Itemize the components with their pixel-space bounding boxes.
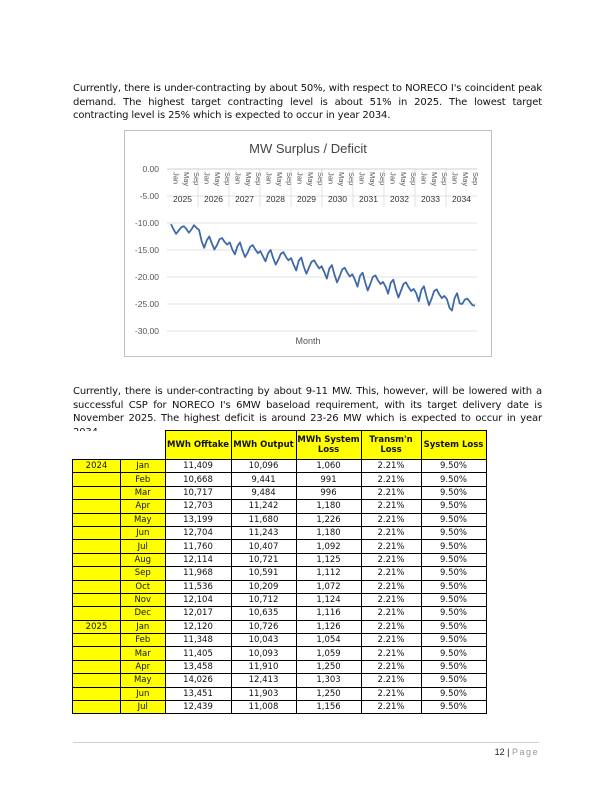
- year-cell: [73, 647, 121, 660]
- table-header-row: [73, 431, 487, 460]
- x-month-tick-label: Jan: [388, 172, 398, 185]
- series-line: [171, 224, 475, 310]
- offtake-cell: 13,458: [165, 660, 231, 673]
- transm-loss-cell: 2.21%: [361, 620, 421, 633]
- offtake-cell: 11,405: [165, 647, 231, 660]
- system-loss-cell: 1,060: [296, 460, 361, 473]
- output-cell: 10,635: [231, 607, 296, 620]
- month-cell: Dec: [121, 607, 166, 620]
- year-cell: 2025: [73, 620, 121, 633]
- month-cell: Jan: [121, 620, 166, 633]
- table-row: [73, 593, 487, 606]
- system-loss-pct-cell: 9.50%: [421, 500, 486, 513]
- month-cell: Oct: [121, 580, 166, 593]
- system-loss-cell: 1,303: [296, 674, 361, 687]
- month-cell: Apr: [121, 660, 166, 673]
- transm-loss-cell: 2.21%: [361, 513, 421, 526]
- system-loss-cell: 1,180: [296, 526, 361, 539]
- transm-loss-cell: 2.21%: [361, 486, 421, 499]
- x-month-tick-label: Sep: [285, 172, 295, 186]
- x-month-tick-label: Sep: [347, 172, 357, 186]
- year-cell: [73, 687, 121, 700]
- month-cell: Feb: [121, 634, 166, 647]
- y-tick-label: -25.00: [134, 299, 159, 309]
- month-cell: Jun: [121, 526, 166, 539]
- table-row: [73, 620, 487, 633]
- offtake-cell: 10,717: [165, 486, 231, 499]
- x-month-tick-label: Sep: [440, 172, 450, 186]
- system-loss-cell: 996: [296, 486, 361, 499]
- x-month-tick-label: Jan: [171, 172, 181, 185]
- output-cell: 11,242: [231, 500, 296, 513]
- x-month-tick-label: Sep: [378, 172, 388, 186]
- offtake-cell: 11,968: [165, 567, 231, 580]
- system-loss-cell: 1,072: [296, 580, 361, 593]
- page-number: 12: [494, 747, 505, 757]
- x-year-tick-label: 2030: [328, 194, 347, 204]
- chart-title: MW Surplus / Deficit: [249, 141, 367, 156]
- x-month-tick-label: Jan: [450, 172, 460, 185]
- table-row: [73, 486, 487, 499]
- x-month-tick-label: Jan: [357, 172, 367, 185]
- header-blank: [121, 431, 166, 460]
- transm-loss-cell: 2.21%: [361, 460, 421, 473]
- table-row: [73, 607, 487, 620]
- output-cell: 10,591: [231, 567, 296, 580]
- x-month-tick-label: Sep: [223, 172, 233, 186]
- offtake-cell: 13,451: [165, 687, 231, 700]
- system-loss-cell: 1,116: [296, 607, 361, 620]
- header-system-loss: MWh System Loss: [296, 431, 361, 460]
- x-month-tick-label: Sep: [471, 172, 481, 186]
- x-month-tick-label: Sep: [316, 172, 326, 186]
- system-loss-pct-cell: 9.50%: [421, 660, 486, 673]
- system-loss-pct-cell: 9.50%: [421, 473, 486, 486]
- year-cell: [73, 660, 121, 673]
- system-loss-cell: 1,124: [296, 593, 361, 606]
- month-cell: Jul: [121, 540, 166, 553]
- y-tick-label: -20.00: [134, 272, 159, 282]
- output-cell: 10,712: [231, 593, 296, 606]
- x-month-tick-label: Jan: [233, 172, 243, 185]
- x-axis-label: Month: [295, 336, 321, 346]
- system-loss-pct-cell: 9.50%: [421, 634, 486, 647]
- system-loss-pct-cell: 9.50%: [421, 540, 486, 553]
- x-year-tick-label: 2031: [359, 194, 378, 204]
- intro-paragraph: Currently, there is under-contracting by about 50%, with respect to NORECO I's coincident peak demand. The highest target contracting level is about 51% in 2025. The lowest target contracting level is 25% which is expected to occur in year 2034.: [73, 83, 542, 121]
- month-cell: May: [121, 674, 166, 687]
- month-cell: Jul: [121, 701, 166, 714]
- system-loss-cell: 1,250: [296, 687, 361, 700]
- year-cell: [73, 526, 121, 539]
- output-cell: 10,726: [231, 620, 296, 633]
- offtake-cell: 12,114: [165, 553, 231, 566]
- year-cell: [73, 500, 121, 513]
- year-cell: [73, 701, 121, 714]
- transm-loss-cell: 2.21%: [361, 567, 421, 580]
- header-output: MWh Output: [231, 431, 296, 460]
- offtake-cell: 11,760: [165, 540, 231, 553]
- transm-loss-cell: 2.21%: [361, 660, 421, 673]
- footer-separator: |: [507, 747, 510, 757]
- month-cell: Jan: [121, 460, 166, 473]
- system-loss-cell: 1,112: [296, 567, 361, 580]
- system-loss-pct-cell: 9.50%: [421, 647, 486, 660]
- offtake-cell: 10,668: [165, 473, 231, 486]
- x-year-tick-label: 2033: [421, 194, 440, 204]
- energy-table: [72, 430, 487, 714]
- transm-loss-cell: 2.21%: [361, 634, 421, 647]
- offtake-cell: 12,703: [165, 500, 231, 513]
- x-month-tick-label: May: [398, 172, 408, 187]
- x-year-tick-label: 2029: [297, 194, 316, 204]
- x-month-tick-label: May: [274, 172, 284, 187]
- offtake-cell: 11,348: [165, 634, 231, 647]
- x-month-tick-label: May: [367, 172, 377, 187]
- table-row: [73, 567, 487, 580]
- table-row: [73, 460, 487, 473]
- system-loss-pct-cell: 9.50%: [421, 553, 486, 566]
- table-row: [73, 701, 487, 714]
- x-month-tick-label: May: [243, 172, 253, 187]
- output-cell: 10,209: [231, 580, 296, 593]
- year-cell: [73, 473, 121, 486]
- x-year-tick-label: 2034: [452, 194, 471, 204]
- year-cell: 2024: [73, 460, 121, 473]
- x-month-tick-label: May: [305, 172, 315, 187]
- y-tick-label: -5.00: [139, 191, 159, 201]
- table-row: [73, 634, 487, 647]
- x-month-tick-label: May: [429, 172, 439, 187]
- table-row: [73, 553, 487, 566]
- transm-loss-cell: 2.21%: [361, 607, 421, 620]
- system-loss-pct-cell: 9.50%: [421, 674, 486, 687]
- x-month-tick-label: Jan: [419, 172, 429, 185]
- x-month-tick-label: Jan: [264, 172, 274, 185]
- system-loss-pct-cell: 9.50%: [421, 526, 486, 539]
- x-month-tick-label: May: [460, 172, 470, 187]
- year-cell: [73, 513, 121, 526]
- month-cell: May: [121, 513, 166, 526]
- table-row: [73, 513, 487, 526]
- table-row: [73, 500, 487, 513]
- offtake-cell: 12,439: [165, 701, 231, 714]
- system-loss-cell: 1,250: [296, 660, 361, 673]
- transm-loss-cell: 2.21%: [361, 473, 421, 486]
- month-cell: Sep: [121, 567, 166, 580]
- header-offtake: MWh Offtake: [165, 431, 231, 460]
- system-loss-cell: 1,059: [296, 647, 361, 660]
- system-loss-pct-cell: 9.50%: [421, 567, 486, 580]
- y-tick-label: 0.00: [142, 164, 159, 174]
- system-loss-pct-cell: 9.50%: [421, 460, 486, 473]
- x-month-tick-label: Sep: [192, 172, 202, 186]
- month-cell: Mar: [121, 647, 166, 660]
- system-loss-pct-cell: 9.50%: [421, 607, 486, 620]
- y-tick-label: -15.00: [134, 245, 159, 255]
- chart-plot: [125, 131, 491, 356]
- system-loss-pct-cell: 9.50%: [421, 687, 486, 700]
- system-loss-cell: 991: [296, 473, 361, 486]
- month-cell: Nov: [121, 593, 166, 606]
- x-year-tick-label: 2025: [173, 194, 192, 204]
- x-year-tick-label: 2028: [266, 194, 285, 204]
- x-year-tick-label: 2027: [235, 194, 254, 204]
- year-cell: [73, 553, 121, 566]
- table-row: [73, 674, 487, 687]
- x-month-tick-label: Jan: [326, 172, 336, 185]
- year-cell: [73, 593, 121, 606]
- output-cell: 11,910: [231, 660, 296, 673]
- year-cell: [73, 486, 121, 499]
- x-month-tick-label: May: [181, 172, 191, 187]
- output-cell: 11,680: [231, 513, 296, 526]
- offtake-cell: 12,017: [165, 607, 231, 620]
- surplus-deficit-chart: [124, 130, 492, 357]
- page-word: Page: [511, 747, 539, 757]
- table-row: [73, 660, 487, 673]
- x-month-tick-label: Jan: [202, 172, 212, 185]
- transm-loss-cell: 2.21%: [361, 553, 421, 566]
- month-cell: Feb: [121, 473, 166, 486]
- offtake-cell: 11,536: [165, 580, 231, 593]
- transm-loss-cell: 2.21%: [361, 674, 421, 687]
- system-loss-pct-cell: 9.50%: [421, 513, 486, 526]
- system-loss-pct-cell: 9.50%: [421, 620, 486, 633]
- x-month-tick-label: May: [212, 172, 222, 187]
- year-cell: [73, 607, 121, 620]
- table-row: [73, 580, 487, 593]
- x-year-tick-label: 2032: [390, 194, 409, 204]
- output-cell: 10,407: [231, 540, 296, 553]
- output-cell: 9,441: [231, 473, 296, 486]
- output-cell: 11,243: [231, 526, 296, 539]
- month-cell: Mar: [121, 486, 166, 499]
- output-cell: 10,093: [231, 647, 296, 660]
- header-system-loss-pct: System Loss: [421, 431, 486, 460]
- header-blank: [73, 431, 121, 460]
- table-row: [73, 473, 487, 486]
- x-month-tick-label: May: [336, 172, 346, 187]
- offtake-cell: 14,026: [165, 674, 231, 687]
- x-month-tick-label: Sep: [254, 172, 264, 186]
- transm-loss-cell: 2.21%: [361, 593, 421, 606]
- transm-loss-cell: 2.21%: [361, 500, 421, 513]
- offtake-cell: 12,104: [165, 593, 231, 606]
- x-year-tick-label: 2026: [204, 194, 223, 204]
- output-cell: 12,413: [231, 674, 296, 687]
- transm-loss-cell: 2.21%: [361, 687, 421, 700]
- transm-loss-cell: 2.21%: [361, 647, 421, 660]
- offtake-cell: 12,120: [165, 620, 231, 633]
- output-cell: 10,096: [231, 460, 296, 473]
- deficit-paragraph: Currently, there is under-contracting by about 9-11 MW. This, however, will be lowered with a successful CSP for NORECO I's 6MW baseload requirement, with its target delivery date is November 2025. The highest deficit is around 23-26 MW which is expected to occur in year: [73, 386, 542, 424]
- system-loss-cell: 1,180: [296, 500, 361, 513]
- system-loss-pct-cell: 9.50%: [421, 593, 486, 606]
- table-row: [73, 540, 487, 553]
- offtake-cell: 11,409: [165, 460, 231, 473]
- transm-loss-cell: 2.21%: [361, 580, 421, 593]
- system-loss-pct-cell: 9.50%: [421, 580, 486, 593]
- x-month-tick-label: Jan: [295, 172, 305, 185]
- month-cell: Jun: [121, 687, 166, 700]
- year-cell: [73, 580, 121, 593]
- transm-loss-cell: 2.21%: [361, 526, 421, 539]
- year-cell: [73, 634, 121, 647]
- system-loss-cell: 1,054: [296, 634, 361, 647]
- system-loss-cell: 1,156: [296, 701, 361, 714]
- table-row: [73, 687, 487, 700]
- system-loss-cell: 1,126: [296, 620, 361, 633]
- system-loss-cell: 1,125: [296, 553, 361, 566]
- table-row: [73, 647, 487, 660]
- transm-loss-cell: 2.21%: [361, 701, 421, 714]
- output-cell: 11,903: [231, 687, 296, 700]
- system-loss-cell: 1,226: [296, 513, 361, 526]
- y-tick-label: -30.00: [134, 326, 159, 336]
- system-loss-cell: 1,092: [296, 540, 361, 553]
- table-row: [73, 526, 487, 539]
- system-loss-pct-cell: 9.50%: [421, 486, 486, 499]
- offtake-cell: 13,199: [165, 513, 231, 526]
- year-cell: [73, 540, 121, 553]
- x-month-tick-label: Sep: [409, 172, 419, 186]
- page-footer: [495, 747, 539, 757]
- output-cell: 10,721: [231, 553, 296, 566]
- y-tick-label: -10.00: [134, 218, 159, 228]
- transm-loss-cell: 2.21%: [361, 540, 421, 553]
- output-cell: 9,484: [231, 486, 296, 499]
- month-cell: Aug: [121, 553, 166, 566]
- output-cell: 11,008: [231, 701, 296, 714]
- offtake-cell: 12,704: [165, 526, 231, 539]
- year-cell: [73, 674, 121, 687]
- output-cell: 10,043: [231, 634, 296, 647]
- system-loss-pct-cell: 9.50%: [421, 701, 486, 714]
- year-cell: [73, 567, 121, 580]
- month-cell: Apr: [121, 500, 166, 513]
- header-transm-loss: Transm'n Loss: [361, 431, 421, 460]
- footer-divider: [73, 742, 539, 743]
